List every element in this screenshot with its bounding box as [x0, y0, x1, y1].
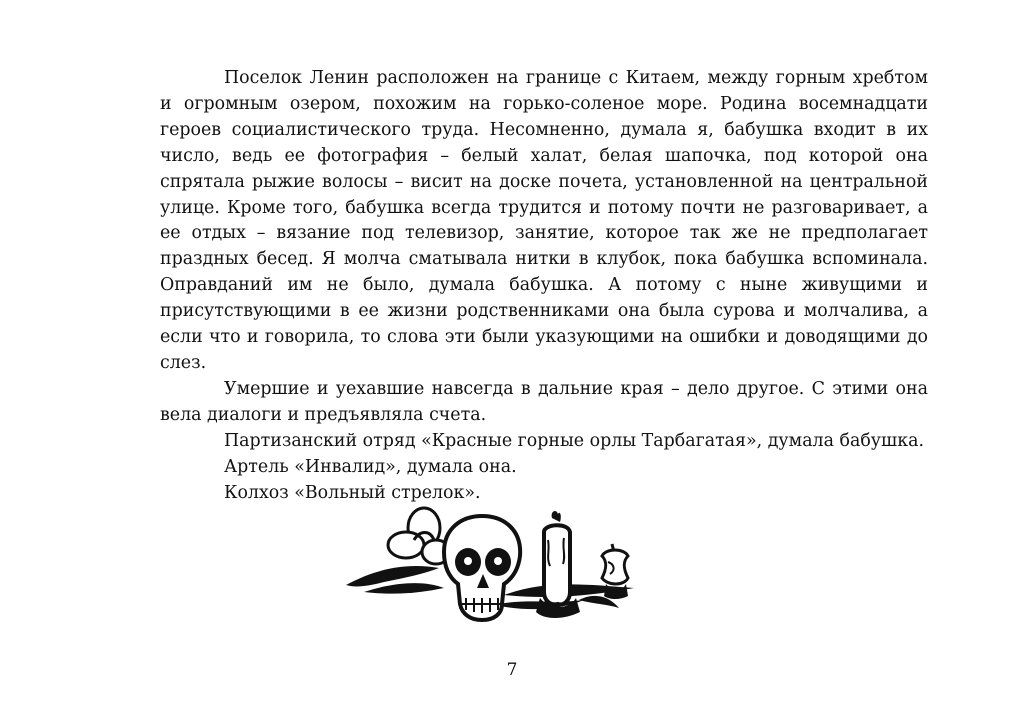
- apple-core-icon: [602, 544, 628, 599]
- page-number: 7: [506, 660, 518, 680]
- paragraph-4: Артель «Инвалид», думала она.: [224, 456, 517, 477]
- flourish-left-2: [364, 583, 444, 594]
- paragraph-5: Колхоз «Вольный стрелок».: [224, 482, 481, 503]
- body-text: [160, 66, 928, 506]
- paragraph-3: Партизанский отряд «Красные горные орлы Тарбагатая», думала бабушка.: [224, 430, 924, 451]
- flourish-left: [346, 566, 439, 586]
- candle-icon: [536, 511, 580, 618]
- skull-candle-vignette: [344, 500, 684, 645]
- paragraph-1: Поселок Ленин расположен на границе с Китаем, между горным хребтом и огромным озером, похожим на горько-соленое море. Родина восемнадцати героев социалистического труда. Несомненно, думала я, бабушка входит в их число, ведь ее фотография – белый халат, белая шапочка, под которой она спрятала рыжие волосы – висит на доске почета, установленной на центральной улице. Кроме того, бабушка всегда трудится и потому почти не разговаривает, а ее отдых – вязание под телевизор, занятие, которое так же не предполагает праздных бесед. Я молча сматывала нитки в клубок, пока бабушка вспоминала. Оправданий им не было, думала бабушка. А потому с ныне живущими и присутствующими в ее жизни родственниками она была сурова и молчалива, а если что и говорила, то слова эти были указующими на ошибки и доводящими до слез.: [160, 68, 928, 373]
- paragraph-2: Умершие и уехавшие навсегда в дальние края – дело другое. С этими она вела диалоги и предъявляла счета.: [160, 378, 928, 425]
